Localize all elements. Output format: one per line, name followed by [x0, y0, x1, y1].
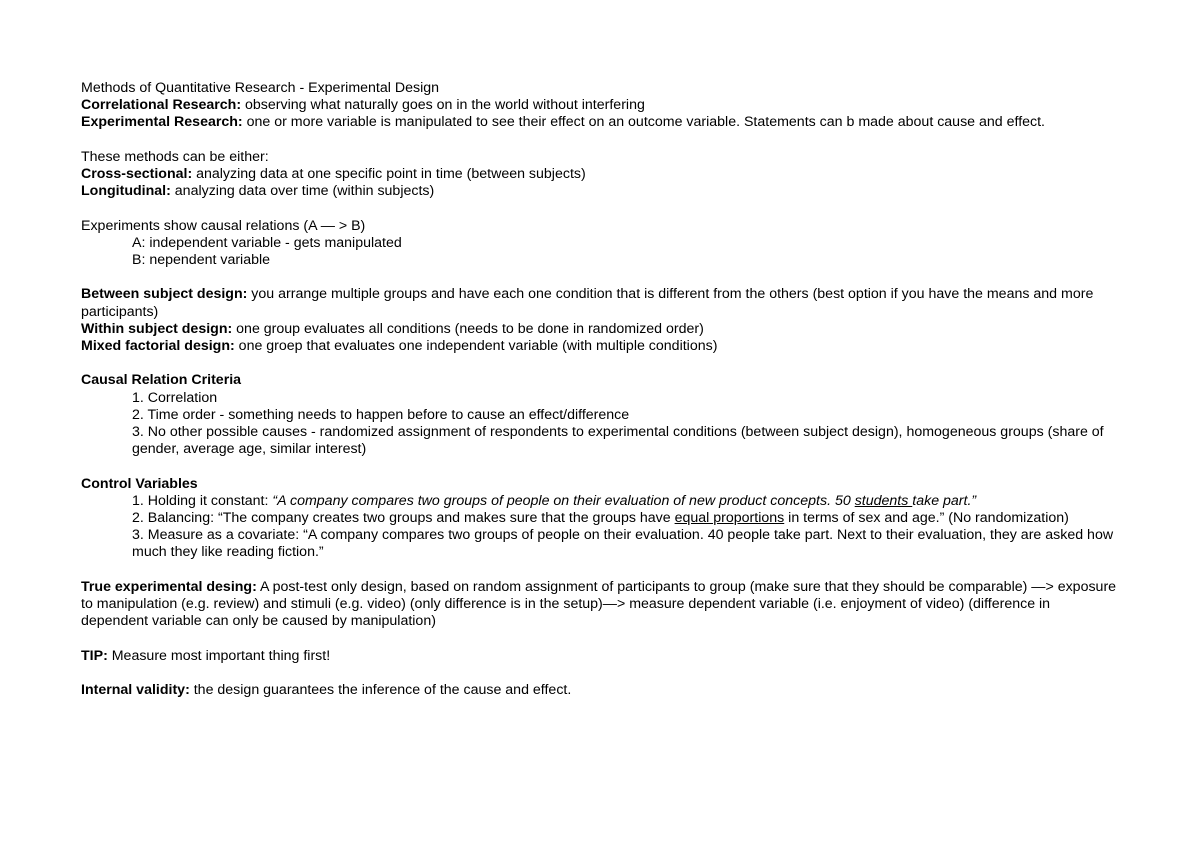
spacer [81, 355, 1121, 372]
definition-term: Longitudinal: [81, 183, 171, 200]
definition-term: Mixed factorial design: [81, 338, 235, 354]
causal-criteria-heading [81, 372, 1121, 389]
definition-text: analyzing data at one specific point in time (between subjects) [192, 166, 586, 182]
control-item-lead: 1. Holding it constant: [132, 492, 273, 509]
definition-term: Cross-sectional: [81, 166, 193, 182]
definition-text: one groep that evaluates one independent variable (with multiple conditions) [234, 338, 718, 354]
control-item-holding-constant [81, 493, 1121, 510]
mixed-factorial-design [81, 338, 1121, 355]
experimental-research-definition [81, 114, 1121, 131]
definition-text: the design guarantees the inference of the cause and effect. [189, 681, 572, 698]
methods-intro: These methods can be either: [81, 148, 269, 165]
spacer [81, 630, 1121, 647]
control-item-lead: 2. Balancing: “The company creates two groups and makes sure that the groups have [132, 510, 675, 526]
quote-underlined: students [854, 492, 913, 509]
definition-term: Between subject design: [81, 286, 248, 303]
definition-term: Correlational Research: [81, 97, 242, 114]
spacer [81, 200, 1121, 217]
section-heading: Control Variables [81, 475, 198, 492]
spacer [81, 132, 1121, 149]
variable-b: B: nependent variable [132, 252, 271, 268]
definition-term: Internal validity: [81, 681, 190, 698]
control-item-balancing [81, 510, 1121, 527]
definition-text: you arrange multiple groups and have each one condition that is different from the others (best option if you have the means and more participants) [81, 286, 1094, 320]
definition-text: Measure most important thing first! [107, 647, 331, 664]
definition-term: Experimental Research: [81, 114, 243, 131]
underlined-phrase: equal proportions [674, 510, 785, 526]
criteria-item: 2. Time order - something needs to happen before to cause an effect/difference [132, 406, 630, 423]
criteria-item: 3. No other possible causes - randomized assignment of respondents to experimental conditions (between subject design), homogeneous groups (share of gender, average age, similar interest) [132, 424, 1104, 458]
internal-validity [81, 682, 1121, 699]
document-title: Methods of Quantitative Research - Experimental Design [81, 80, 440, 96]
spacer [81, 665, 1121, 682]
correlational-research-definition [81, 97, 1121, 114]
section-heading: Causal Relation Criteria [81, 372, 242, 389]
definition-term: TIP: [81, 647, 108, 664]
definition-term: True experimental desing: [81, 578, 257, 595]
definition-term: Within subject design: [81, 320, 233, 337]
definition-text: A post-test only design, based on random assignment of participants to group (make sure that they should be comparable) —> exposure to manipulation (e.g. review) and stimuli (e.g. video) (only difference is in the setup)—> measure dependent variable (i.e. enjoyment of video) (difference in dependent variable can only be caused by manipulation) [81, 578, 1117, 630]
control-variables-heading [81, 476, 1121, 493]
between-subject-design [81, 286, 1121, 320]
definition-text: observing what naturally goes on in the world without interfering [241, 97, 645, 114]
spacer [81, 269, 1121, 286]
tip [81, 648, 1121, 665]
control-item-quote [272, 493, 976, 509]
spacer [81, 458, 1121, 475]
definition-text: analyzing data over time (within subjects) [170, 183, 435, 200]
definition-text: one group evaluates all conditions (needs to be done in randomized order) [232, 320, 704, 337]
true-experimental-design [81, 579, 1121, 631]
control-item-rest: in terms of sex and age.” (No randomization) [784, 510, 1069, 526]
within-subject-design [81, 321, 1121, 338]
definition-text: one or more variable is manipulated to see their effect on an outcome variable. Statements can b made about cause and effect. [242, 114, 1045, 131]
document-body [81, 80, 1121, 699]
longitudinal-definition [81, 183, 1121, 200]
quote-text: take part.” [912, 492, 977, 509]
control-item-covariate: 3. Measure as a covariate: “A company compares two groups of people on their evaluation. 40 people take part. Next to their evaluation, they are asked how much they like reading fiction.” [132, 527, 1114, 561]
quote-text: “A company compares two groups of people on their evaluation of new product concepts. 50 [272, 492, 855, 509]
cross-sectional-definition [81, 166, 1121, 183]
spacer [81, 562, 1121, 579]
causal-relations-intro: Experiments show causal relations (A — > B) [81, 217, 366, 234]
criteria-item: 1. Correlation [132, 389, 218, 406]
variable-a: A: independent variable - gets manipulated [132, 234, 402, 251]
